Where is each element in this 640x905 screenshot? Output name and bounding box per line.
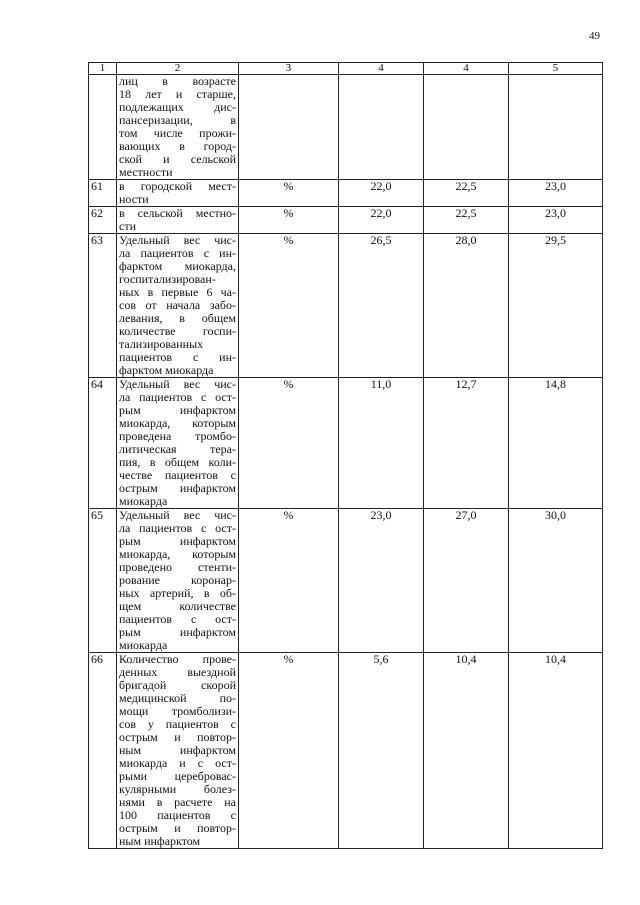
indicator-name-line: ской и сельской — [119, 152, 236, 166]
header-cell: 3 — [239, 63, 339, 75]
table-row — [89, 180, 603, 207]
indicator-name-line: мощи тромболизи- — [119, 704, 236, 718]
indicator-name-line: сов от начала забо- — [119, 298, 236, 312]
indicator-name-line: Удельный вес чис- — [119, 377, 236, 391]
indicator-name-line: денных выездной — [119, 665, 236, 679]
indicator-name-line: 18 лет и старше, — [119, 87, 236, 101]
indicator-name-cell — [117, 180, 239, 207]
header-cell: 5 — [509, 63, 603, 75]
indicator-name-line: пациентов с ин- — [119, 350, 236, 364]
unit-cell: % — [239, 207, 339, 234]
indicator-name-line: госпитализирован- — [119, 272, 216, 286]
unit-cell: % — [239, 180, 339, 207]
indicator-name-line: рование коронар- — [119, 573, 236, 587]
value-cell: 28,0 — [424, 234, 509, 378]
indicator-name-line: медицинской по- — [119, 691, 236, 705]
indicator-name-cell — [117, 207, 239, 234]
row-number-cell: 62 — [89, 207, 117, 234]
value-cell: 26,5 — [339, 234, 424, 378]
indicator-name-line: рыми церебровас- — [119, 769, 236, 783]
indicator-name-line: ным инфарктом — [119, 743, 236, 757]
indicator-name-line: фарктом миокарда — [119, 363, 214, 377]
indicator-name-line: ных в первые 6 ча- — [119, 285, 236, 299]
table-row — [89, 653, 603, 849]
row-number-cell: 64 — [89, 378, 117, 509]
indicator-name-line: Удельный вес чис- — [119, 508, 236, 522]
table-row — [89, 207, 603, 234]
indicator-name-line: рым инфарктом — [119, 403, 236, 417]
indicator-name-line: пансеризации, в — [119, 113, 236, 127]
value-cell: 22,0 — [339, 207, 424, 234]
indicator-name-line: подлежащих дис- — [119, 100, 236, 114]
indicator-name-line: Количество прове- — [119, 652, 236, 666]
value-cell: 10,4 — [509, 653, 603, 849]
value-cell — [339, 75, 424, 180]
indicator-name-line: миокарда — [119, 494, 168, 508]
value-cell: 23,0 — [509, 180, 603, 207]
indicator-name-line: вающих в город- — [119, 139, 236, 153]
value-cell: 22,5 — [424, 207, 509, 234]
indicator-name-line: проведено стенти- — [119, 560, 236, 574]
indicator-name-line: рым инфарктом — [119, 625, 236, 639]
indicator-name-line: ным инфарктом — [119, 834, 201, 848]
header-cell: 1 — [89, 63, 117, 75]
row-number-cell: 61 — [89, 180, 117, 207]
indicator-name-line: тализированных — [119, 337, 204, 351]
indicator-name-line: проведена тромбо- — [119, 429, 236, 443]
value-cell — [509, 75, 603, 180]
unit-cell: % — [239, 234, 339, 378]
indicator-table — [88, 62, 603, 849]
header-cell: 4 — [424, 63, 509, 75]
indicator-name-line: рым инфарктом — [119, 534, 236, 548]
indicator-name-line: нями в расчете на — [119, 795, 236, 809]
table-row — [89, 234, 603, 378]
indicator-name-cell — [117, 378, 239, 509]
value-cell: 11,0 — [339, 378, 424, 509]
indicator-name-cell — [117, 75, 239, 180]
value-cell: 10,4 — [424, 653, 509, 849]
row-number-cell: 65 — [89, 509, 117, 653]
indicator-name-line: острым инфарктом — [119, 481, 236, 495]
indicator-name-line: лиц в возрасте — [119, 74, 236, 88]
table-row — [89, 509, 603, 653]
value-cell: 22,0 — [339, 180, 424, 207]
indicator-name-line: миокарда и с ост- — [119, 756, 236, 770]
value-cell — [424, 75, 509, 180]
indicator-name-line: пия, в общем коли- — [119, 455, 236, 469]
indicator-name-line: ных артерий, в об- — [119, 586, 236, 600]
indicator-name-line: миокарда — [119, 638, 168, 652]
indicator-name-line: сти — [119, 219, 136, 233]
value-cell: 23,0 — [509, 207, 603, 234]
indicator-name-line: кулярными болез- — [119, 782, 236, 796]
value-cell: 23,0 — [339, 509, 424, 653]
value-cell: 22,5 — [424, 180, 509, 207]
indicator-name-line: щем количестве — [119, 599, 236, 613]
indicator-name-line: Удельный вес чис- — [119, 233, 236, 247]
unit-cell — [239, 75, 339, 180]
indicator-name-cell — [117, 234, 239, 378]
indicator-name-line: ла пациентов с ин- — [119, 246, 236, 260]
indicator-name-cell — [117, 509, 239, 653]
indicator-name-line: честве пациентов с — [119, 468, 236, 482]
value-cell: 27,0 — [424, 509, 509, 653]
header-cell: 4 — [339, 63, 424, 75]
value-cell: 12,7 — [424, 378, 509, 509]
indicator-name-line: левания, в общем — [119, 311, 236, 325]
value-cell: 29,5 — [509, 234, 603, 378]
indicator-name-cell — [117, 653, 239, 849]
table-header-row — [89, 63, 603, 75]
unit-cell: % — [239, 653, 339, 849]
indicator-name-line: том числе прожи- — [119, 126, 236, 140]
page-number: 49 — [589, 30, 600, 42]
unit-cell: % — [239, 509, 339, 653]
indicator-name-line: фарктом миокарда, — [119, 259, 236, 273]
indicator-name-line: в сельской местно- — [119, 206, 236, 220]
table-row — [89, 75, 603, 180]
table-row — [89, 378, 603, 509]
header-cell: 2 — [117, 63, 239, 75]
value-cell: 14,8 — [509, 378, 603, 509]
indicator-name-line: миокарда, которым — [119, 547, 236, 561]
unit-cell: % — [239, 378, 339, 509]
indicator-name-line: сов у пациентов с — [119, 717, 236, 731]
indicator-name-line: бригадой скорой — [119, 678, 236, 692]
indicator-name-line: литическая тера- — [119, 442, 236, 456]
indicator-name-line: ла пациентов с ост- — [119, 521, 236, 535]
indicator-name-line: количестве госпи- — [119, 324, 236, 338]
indicator-name-line: пациентов с ост- — [119, 612, 236, 626]
value-cell: 30,0 — [509, 509, 603, 653]
value-cell: 5,6 — [339, 653, 424, 849]
indicator-name-line: ности — [119, 192, 149, 206]
indicator-name-line: местности — [119, 165, 173, 179]
indicator-name-line: острым и повтор- — [119, 821, 236, 835]
row-number-cell: 66 — [89, 653, 117, 849]
indicator-name-line: ла пациентов с ост- — [119, 390, 236, 404]
indicator-name-line: 100 пациентов с — [119, 808, 236, 822]
row-number-cell: 63 — [89, 234, 117, 378]
indicator-name-line: в городской мест- — [119, 179, 236, 193]
row-number-cell — [89, 75, 117, 180]
indicator-name-line: острым и повтор- — [119, 730, 236, 744]
indicator-name-line: миокарда, которым — [119, 416, 236, 430]
